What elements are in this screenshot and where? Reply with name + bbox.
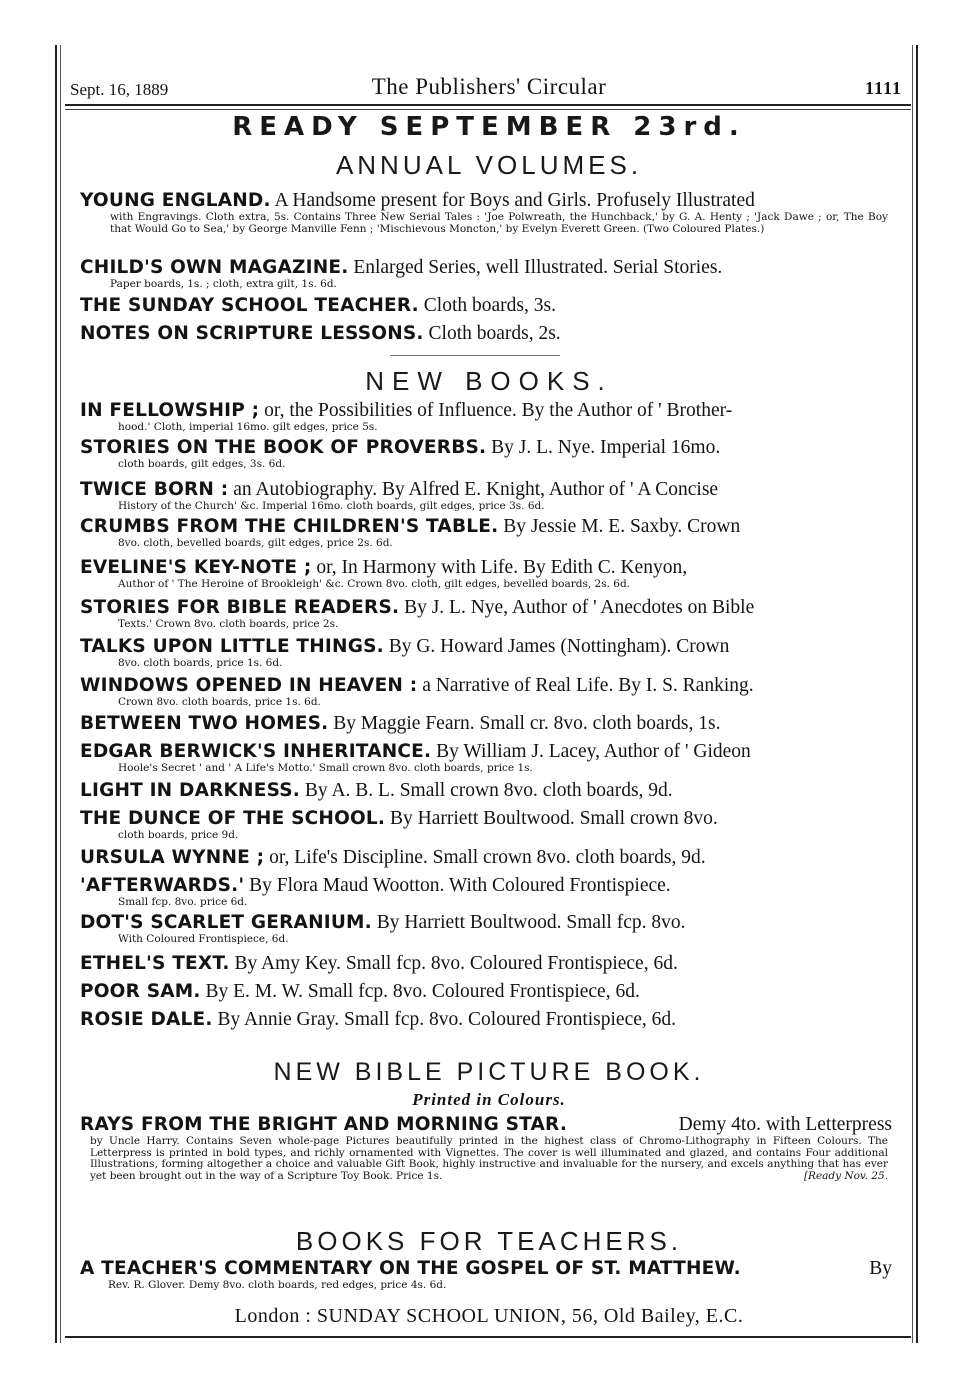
- entry-title: A TEACHER'S COMMENTARY ON THE GOSPEL OF ST. MATTHEW.: [80, 1258, 741, 1279]
- entry-desc: Cloth boards, 2s.: [428, 323, 561, 344]
- book-entry: [80, 597, 892, 631]
- entry-note: Hoole's Secret ' and ' A Life's Motto.' Small crown 8vo. cloth boards, price 1s.: [118, 762, 533, 774]
- entry-note: Small fcp. 8vo. price 6d.: [118, 896, 248, 908]
- header-title: The Publishers' Circular: [371, 74, 607, 99]
- picture-book-entry: [80, 1114, 892, 1182]
- book-entry: [80, 1009, 892, 1031]
- entry-title: CRUMBS FROM THE CHILDREN'S TABLE.: [80, 516, 499, 537]
- ready-date: [Ready Nov. 25.: [803, 1169, 888, 1182]
- book-entry: [80, 479, 892, 513]
- entry-note: Paper boards, 1s. ; cloth, extra gilt, 1s. 6d.: [110, 278, 337, 290]
- entry-desc: By G. Howard James (Nottingham). Crown: [388, 636, 730, 657]
- book-entry: [80, 981, 892, 1003]
- entry-title: RAYS FROM THE BRIGHT AND MORNING STAR.: [80, 1114, 568, 1135]
- entry-desc: or, Life's Discipline. Small crown 8vo. cloth boards, 9d.: [269, 847, 706, 868]
- book-entry: [80, 400, 892, 434]
- entry-note-text: by Uncle Harry. Contains Seven whole-page Pictures beautifully printed in the highest class of Chromo-Lithography in Fifteen Colours. The Letterpress is printed in bold types, and richly ornamented with Vignettes. The cover is well illuminated and glazed, and contains Four additional Illustrations, forming altogether a choice and valuable Gift Book, highly instructive and invaluable for the nursery, and excels anything that has ever yet been brought out in the way of a Scripture Toy Book. Price 1s.: [90, 1135, 888, 1182]
- page-header: [70, 72, 908, 102]
- entry-note: Author of ' The Heroine of Brookleigh' &c. Crown 8vo. cloth, gilt edges, bevelled boards, 2s. 6d.: [118, 578, 630, 590]
- footer-rule: [65, 1336, 911, 1338]
- header-rule-thin: [65, 109, 911, 110]
- book-entry: [80, 875, 892, 909]
- entry-desc: By William J. Lacey, Author of ' Gideon: [436, 741, 751, 762]
- entry-note: with Engravings. Cloth extra, 5s. Contains Three New Serial Tales : 'Joe Polwreath, the Hunchback,' by G. A. Henty ; 'Jack Dawe ; or, The Boy that Would Go to Sea,' by George Manville Fenn ; 'Mischievous Moncton,' by Evelyn Everett Green. (Two Coloured Plates.): [110, 211, 888, 235]
- book-entry: [80, 437, 892, 471]
- entry-note: cloth boards, gilt edges, 3s. 6d.: [118, 458, 286, 470]
- entry-title: EVELINE'S KEY-NOTE ;: [80, 557, 312, 578]
- page-number: 1111: [864, 78, 902, 98]
- book-entry: [80, 847, 892, 869]
- annual-entry: [80, 295, 892, 317]
- entry-title: ROSIE DALE.: [80, 1009, 213, 1030]
- entry-desc: By A. B. L. Small crown 8vo. cloth boards, 9d.: [304, 780, 673, 801]
- entry-title: STORIES ON THE BOOK OF PROVERBS.: [80, 437, 487, 458]
- book-entry: [80, 780, 892, 802]
- entry-title: THE DUNCE OF THE SCHOOL.: [80, 808, 386, 829]
- book-entry: [80, 636, 892, 670]
- header-date: Sept. 16, 1889: [70, 80, 169, 99]
- book-entry: [80, 516, 892, 550]
- left-border: [55, 45, 57, 1343]
- entry-note: 8vo. cloth boards, price 1s. 6d.: [118, 657, 283, 669]
- entry-title: TALKS UPON LITTLE THINGS.: [80, 636, 384, 657]
- entry-title: DOT'S SCARLET GERANIUM.: [80, 912, 372, 933]
- entry-desc: Demy 4to. with Letterpress: [678, 1114, 892, 1135]
- entry-title: POOR SAM.: [80, 981, 201, 1002]
- annual-entry: [80, 257, 892, 291]
- entry-desc: an Autobiography. By Alfred E. Knight, Author of ' A Concise: [233, 479, 719, 500]
- entry-title: YOUNG ENGLAND.: [80, 190, 271, 211]
- entry-desc: By E. M. W. Small fcp. 8vo. Coloured Frontispiece, 6d.: [205, 981, 640, 1002]
- entry-note: Crown 8vo. cloth boards, price 1s. 6d.: [118, 696, 321, 708]
- entry-desc: By Annie Gray. Small fcp. 8vo. Coloured Frontispiece, 6d.: [217, 1009, 677, 1030]
- section-teachers: BOOKS FOR TEACHERS.: [295, 1226, 683, 1256]
- entry-note: With Coloured Frontispiece, 6d.: [118, 933, 289, 945]
- teachers-entry: [80, 1258, 892, 1292]
- entry-note: History of the Church' &c. Imperial 16mo. cloth boards, gilt edges, price 3s. 6d.: [118, 500, 545, 512]
- publisher-footer: London : SUNDAY SCHOOL UNION, 56, Old Bailey, E.C.: [234, 1305, 744, 1327]
- entry-title: 'AFTERWARDS.': [80, 875, 245, 896]
- section-picture-book: NEW BIBLE PICTURE BOOK.: [273, 1058, 705, 1086]
- section-divider: [390, 355, 560, 356]
- entry-title: WINDOWS OPENED IN HEAVEN :: [80, 675, 418, 696]
- entry-note: Texts.' Crown 8vo. cloth boards, price 2s.: [118, 618, 339, 630]
- entry-desc: a Narrative of Real Life. By I. S. Ranking.: [422, 675, 754, 696]
- entry-title: BETWEEN TWO HOMES.: [80, 713, 329, 734]
- annual-entry: [80, 323, 892, 345]
- entry-title: URSULA WYNNE ;: [80, 847, 265, 868]
- entry-desc: or, In Harmony with Life. By Edith C. Kenyon,: [316, 557, 688, 578]
- left-border-inner: [60, 45, 61, 1343]
- entry-note: Rev. R. Glover. Demy 8vo. cloth boards, red edges, price 4s. 6d.: [108, 1279, 447, 1291]
- annual-entry: [80, 190, 892, 235]
- section-new-books: NEW BOOKS.: [365, 366, 613, 396]
- entry-title: CHILD'S OWN MAGAZINE.: [80, 257, 349, 278]
- book-entry: [80, 557, 892, 591]
- section-annual-volumes: ANNUAL VOLUMES.: [335, 150, 643, 180]
- entry-note: [80, 1136, 892, 1182]
- entry-note: hood.' Cloth, imperial 16mo. gilt edges, price 5s.: [118, 421, 378, 433]
- entry-title: IN FELLOWSHIP ;: [80, 400, 260, 421]
- entry-desc: By J. L. Nye. Imperial 16mo.: [491, 437, 721, 458]
- book-entry: [80, 953, 892, 975]
- entry-title: LIGHT IN DARKNESS.: [80, 780, 301, 801]
- book-entry: [80, 713, 892, 735]
- ready-banner: READY SEPTEMBER 23rd.: [232, 112, 746, 142]
- entry-note: 8vo. cloth, bevelled boards, gilt edges, price 2s. 6d.: [118, 537, 393, 549]
- entry-title: STORIES FOR BIBLE READERS.: [80, 597, 400, 618]
- entry-desc: By Maggie Fearn. Small cr. 8vo. cloth boards, 1s.: [333, 713, 721, 734]
- right-border-inner: [912, 45, 913, 1343]
- right-border: [916, 45, 918, 1343]
- entry-desc: A Handsome present for Boys and Girls. Profusely Illustrated: [274, 190, 755, 211]
- entry-desc: Cloth boards, 3s.: [423, 295, 556, 316]
- header-rule: [65, 104, 911, 106]
- entry-title: NOTES ON SCRIPTURE LESSONS.: [80, 323, 424, 344]
- entry-desc: or, the Possibilities of Influence. By the Author of ' Brother-: [264, 400, 733, 421]
- entry-desc: By Harriett Boultwood. Small fcp. 8vo.: [376, 912, 686, 933]
- entry-desc: By Jessie M. E. Saxby. Crown: [503, 516, 741, 537]
- entry-title: EDGAR BERWICK'S INHERITANCE.: [80, 741, 432, 762]
- entry-desc: Enlarged Series, well Illustrated. Serial Stories.: [353, 257, 723, 278]
- entry-title: THE SUNDAY SCHOOL TEACHER.: [80, 295, 419, 316]
- entry-desc: By J. L. Nye, Author of ' Anecdotes on Bible: [404, 597, 755, 618]
- entry-desc: By Flora Maud Wootton. With Coloured Frontispiece.: [249, 875, 671, 896]
- entry-title: ETHEL'S TEXT.: [80, 953, 230, 974]
- book-entry: [80, 912, 892, 946]
- book-entry: [80, 675, 892, 709]
- picture-book-subtitle: Printed in Colours.: [412, 1090, 566, 1109]
- entry-desc: By: [869, 1258, 892, 1279]
- entry-desc: By Amy Key. Small fcp. 8vo. Coloured Frontispiece, 6d.: [234, 953, 678, 974]
- entry-desc: By Harriett Boultwood. Small crown 8vo.: [390, 808, 718, 829]
- entry-title: TWICE BORN :: [80, 479, 229, 500]
- book-entry: [80, 741, 892, 775]
- book-entry: [80, 808, 892, 842]
- entry-note: cloth boards, price 9d.: [118, 829, 239, 841]
